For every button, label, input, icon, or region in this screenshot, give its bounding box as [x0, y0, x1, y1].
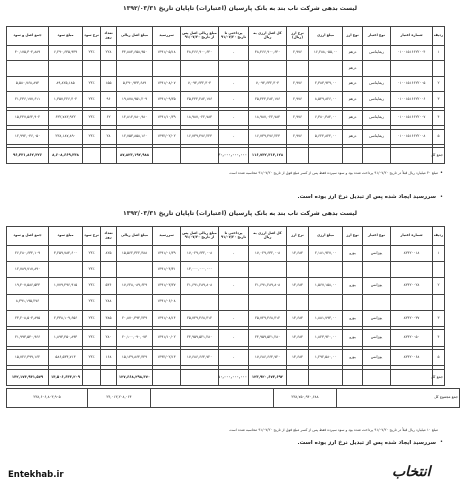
column-header: مبلغ ریالی اصل پس از تاریخ ۹۱/۰۷/۲۰: [181, 227, 219, 246]
table-row: [7, 262, 445, 278]
table-cell: -: [219, 129, 249, 144]
table-cell: ۸۳۴۲۰۰۱۸: [391, 246, 433, 262]
table-cell: [343, 262, 363, 278]
table-cell: ۱۶,۷۳۹,۴۷۶,۲۲۴: [181, 129, 219, 144]
grand-total-sum: ۲۳۸,۶۰۶,۸۰۳,۹۰۵: [7, 389, 88, 408]
table-cell: ۹۶: [101, 92, 117, 107]
column-header: شماره اعتبار: [391, 227, 433, 246]
column-header: نوع ارز: [343, 27, 363, 46]
column-header: پرداختی تا تاریخ ۹۱/۰۷/۲۰: [219, 27, 249, 46]
table-cell: ۲۳,۲۰۸,۵۰۳,۸۹۵: [7, 310, 49, 326]
column-header: نوع اعتبار: [363, 227, 391, 246]
total-cell: [363, 148, 391, 164]
table-cell: [391, 262, 433, 278]
table-cell: ۲۴٪: [83, 76, 101, 91]
grand-total-principal: ۲۳۸,۷۵۰,۹۴۰,۶۸۸: [274, 389, 337, 408]
table-cell: [287, 262, 309, 278]
table-cell: یوزانس: [363, 278, 391, 294]
table-cell: ۲۵,۴۴۴,۲۸۲,۱۷۶: [181, 92, 219, 107]
table-cell: ۴: [433, 330, 445, 346]
table-cell: -: [219, 76, 249, 91]
table-cell: ۰۱۰۰۱۵۱۶۶۲۲۰۰۷: [391, 111, 433, 126]
table-cell: ۲: [433, 278, 445, 294]
table-cell: ۲۴٪: [83, 262, 101, 278]
table-cell: [249, 294, 287, 310]
table-cell: [219, 262, 249, 278]
table-cell: [49, 294, 83, 310]
table-cell: درهم: [343, 129, 363, 144]
grand-total-table: [6, 388, 460, 408]
table-cell: ۱۳۹۲/۰۲/۰۲: [153, 129, 181, 144]
table-cell: ۱۷,۶۸۶,۶۶۴,۷۲۰: [181, 350, 219, 366]
grand-total-spacer: [151, 389, 274, 408]
table-cell: ۱۳,۶۸۴: [287, 330, 309, 346]
table-cell: -: [219, 350, 249, 366]
total-cell: ۸۷,۸۲۳,۱۹۲,۹۸۸: [117, 148, 153, 164]
table-cell: [287, 294, 309, 310]
table-cell: ۱,۸۸۱,۷۹۳,۰۰: [309, 310, 343, 326]
table-row: [7, 310, 445, 326]
table-cell: ۰۱۰۰۱۵۱۶۶۲۲۰۰۸: [391, 129, 433, 144]
table-cell: درهم: [343, 111, 363, 126]
table-cell: ۸,۵۴۹,۸۲۶,۰۰: [309, 92, 343, 107]
table2-note-a: مبلغ ۱۰ میلیارد ریال قبلاً در تاریخ ۹۱/۰۷/۲۰ پرداخت شده بود و سود سپرده فقط پس از کسر مبلغ فوق از تاریخ ۹۱/۰۷/۲۰ محاسبه شده است: [229, 428, 438, 432]
column-header: جمع اصل و سود: [7, 227, 49, 246]
table-cell: ۱,۲۹۲,۵۸۰,۰۰: [309, 350, 343, 366]
table-cell: ۱۳,۶۸۴: [287, 310, 309, 326]
table-cell: ۲۸: [101, 129, 117, 144]
table-row: [7, 92, 445, 107]
table-cell: ۱۲,۷۸۹,۷۱۷,۸۹۰: [7, 262, 49, 278]
column-header: مبلغ ارزی: [309, 227, 343, 246]
table-cell: -: [219, 92, 249, 107]
table-cell: ۸۹,۸۲۵,۱۸۵: [49, 76, 83, 91]
column-header: تعداد روز: [101, 27, 117, 46]
table-cell: ۶۲: [101, 111, 117, 126]
table-cell: [117, 294, 153, 310]
table-cell: ۲۴,۹۵۹,۵۲۱,۲۸۰: [181, 330, 219, 346]
column-header: سررسید: [153, 27, 181, 46]
table-cell: یورو: [343, 246, 363, 262]
table-cell: ۲۰,۸۷۰,۳۹۴,۲۳۹: [117, 310, 153, 326]
table-cell: ۱۸,۹۸۷,۰۲۲,۷۸۴: [249, 111, 287, 126]
table-cell: ۳۴,۸۸۴,۶۵۸,۹۵۰: [117, 46, 153, 61]
site-watermark: Entekhab.ir: [8, 470, 64, 480]
total-cell: ۱۴۲,۱۷۴,۹۴۱,۵۷۹: [7, 369, 49, 385]
note-bullet: •: [440, 170, 443, 176]
column-header: سررسید: [153, 227, 181, 246]
table-cell: ۲,۳۳۸,۱۰۹,۶۵۶: [49, 310, 83, 326]
table-cell: ۲۴٪: [83, 111, 101, 126]
table-cell: [219, 61, 249, 76]
table-cell: ۰۱۰۰۱۵۱۶۶۲۲۰۰۵: [391, 76, 433, 91]
total-cell: [287, 148, 309, 164]
table-cell: ۱۳۹۱/۰۶/۰۸: [153, 294, 181, 310]
table-cell: ریفاینانس: [363, 111, 391, 126]
table-cell: [181, 61, 219, 76]
total-cell: [343, 148, 363, 164]
table-cell: ۵۸۶,۵۳۴,۷۱۳: [49, 350, 83, 366]
table-cell: ۱۷,۰۲۹,۶۳۲,۰۰۸: [249, 246, 287, 262]
table-cell: ۱۳,۶۸۴: [287, 350, 309, 366]
table-cell: ۷,۰۹۴,۶۳۲,۳۰۴: [249, 76, 287, 91]
table-cell: ۱۳,۰۰۰,۰۰۰,۰۰۰: [181, 262, 219, 278]
table-cell: ۲۴٪: [83, 246, 101, 262]
debt-table-usance: [6, 226, 445, 386]
total-cell: [83, 148, 101, 164]
table-cell: [153, 61, 181, 76]
table-cell: [343, 294, 363, 310]
table-cell: ۵,۶۲۴,۸۲۴,۰۰: [309, 129, 343, 144]
table-cell: ۱,۸۹۳,۴۵۰,۸۹۳: [49, 330, 83, 346]
table-cell: ۲,۹۷۶: [287, 111, 309, 126]
table-cell: ۱۳۹۱/۰۴/۳۱: [153, 262, 181, 278]
table-cell: ۲۴٪: [83, 350, 101, 366]
table-cell: ۱۳۹۱/۰۸/۱۴: [153, 310, 181, 326]
table-cell: ۳۸۵: [101, 310, 117, 326]
table-cell: ۱,۸۲۳,۹۲۰,۰۰: [309, 330, 343, 346]
table-cell: ۲۵,۷۴۹,۴۶۸,۴۱۲: [181, 310, 219, 326]
table-cell: ۱۳۹۲/۰۲/۱۳: [153, 350, 181, 366]
total-cell: [309, 148, 343, 164]
table-cell: یورو: [343, 330, 363, 346]
table-cell: -: [219, 111, 249, 126]
table-cell: ۶,۲۹۰,۶۴۵,۹۳۹: [49, 46, 83, 61]
table-cell: یورو: [343, 278, 363, 294]
table-cell: یوزانس: [363, 246, 391, 262]
table-cell: ۳,۲۵۹,۷۸۴,۶۰۰: [49, 246, 83, 262]
table-cell: ۱۵,۱۳۹,۸۶۴,۴۴۹: [117, 350, 153, 366]
total-cell: ۸,۶۰۸,۶۶۹,۳۳۸: [49, 148, 83, 164]
table-cell: ۱۵,۷۲۶,۳۹۹,۱۶۲: [7, 350, 49, 366]
column-header: مبلغ ریالی اصل پس از تاریخ ۹۱/۰۷/۲۰: [181, 27, 219, 46]
table-cell: -: [219, 330, 249, 346]
table-cell: ۲۴٪: [83, 92, 101, 107]
column-header: مبلغ سود: [49, 27, 83, 46]
table-cell: [49, 262, 83, 278]
table-cell: ۱۸,۹۸۷,۰۲۲,۷۸۴: [181, 111, 219, 126]
column-header: مبلغ ارزی: [309, 27, 343, 46]
total-cell: [363, 369, 391, 385]
total-cell: ۳۰,۰۰۰,۰۰۰,۰۰۰: [219, 148, 249, 164]
table-cell: ۲۴٪: [83, 330, 101, 346]
table-cell: [363, 262, 391, 278]
column-header: نرخ ارز: [287, 227, 309, 246]
table-row: [7, 278, 445, 294]
table-cell: ۱۵,۴۴۷,۵۶۴,۹۰۲: [7, 111, 49, 126]
column-header: پرداختی تا تاریخ ۹۱/۰۷/۲۰: [219, 227, 249, 246]
table-header-row: [7, 27, 445, 46]
table-cell: ۲,۳۸۳,۹۴۹,۰۰: [309, 76, 343, 91]
table-cell: ریفاینانس: [363, 76, 391, 91]
table-cell: ۲۱,۶۹۱,۲۸۹,۸۰۸: [181, 278, 219, 294]
total-cell: ۱۲۷,۶۶۸,۲۹۸,۳۷۰: [117, 369, 153, 385]
table-cell: ۴۸,۴۶۶,۹۰۰,۶۴۰: [181, 46, 219, 61]
table-cell: [181, 294, 219, 310]
table-cell: ۲۴٪: [83, 310, 101, 326]
total-cell: [343, 369, 363, 385]
table-row: [7, 246, 445, 262]
total-cell: [181, 369, 219, 385]
table-cell: [363, 61, 391, 76]
total-cell: [391, 148, 433, 164]
table-cell: [7, 61, 49, 76]
table2-note-b: سررسید ایجاد شده پس از تبدیل نرخ ارز بوده است.: [297, 440, 436, 446]
table-header-row: [7, 227, 445, 246]
total-cell: [153, 369, 181, 385]
column-header: مبلغ اصل ریالی: [117, 27, 153, 46]
table2-title: لیست بدهی شرکت ناب بند به بانک پارسیان (اعتبارات) تاپایان تاریخ ۱۳۹۲/۰۳/۳۱: [123, 210, 357, 217]
table-cell: ۴۸,۴۶۶,۹۰۰,۶۴۰: [249, 46, 287, 61]
table-cell: ۱۳۹۱/۰۵/۱۸: [153, 46, 181, 61]
total-cell: ۱۰,۰۰۰,۰۰۰,۰۰۰: [219, 369, 249, 385]
table-cell: ۵,۴۹۰,۹۴۳,۶۸۹: [117, 76, 153, 91]
total-label: جمع کل: [433, 369, 445, 385]
table-cell: ۲: [433, 76, 445, 91]
table-cell: ریفاینانس: [363, 92, 391, 107]
table-cell: [101, 262, 117, 278]
table-cell: ۱۶,۲۸۸,۰۵۵,۰۰: [309, 46, 343, 61]
table-cell: ۱۷,۶۸۶,۶۶۴,۷۲۰: [249, 350, 287, 366]
total-cell: ۹۶,۴۳۱,۸۶۲,۳۲۶: [7, 148, 49, 164]
table-cell: درهم: [343, 46, 363, 61]
table1-note-a: مبلغ ۳۰ میلیارد ریال قبلاً در تاریخ ۹۱/۰۷/۲۰ پرداخت شده بود و سود سپرده فقط پس از کسر مبلغ فوق از تاریخ ۹۱/۰۷/۲۰ محاسبه شده است: [229, 171, 438, 175]
table-cell: ۱۳,۶۸۴: [287, 278, 309, 294]
table-cell: ریفاینانس: [363, 46, 391, 61]
column-header: نوع ارز: [343, 227, 363, 246]
table-cell: ۵۳۶: [101, 278, 117, 294]
table-cell: ۵,۵۸۰,۷۶۸,۸۷۴: [7, 76, 49, 91]
total-cell: [391, 369, 433, 385]
table-cell: [309, 294, 343, 310]
table-row: [7, 76, 445, 91]
column-header: جمع اصل و سود: [7, 27, 49, 46]
column-header: شماره اعتبار: [391, 27, 433, 46]
table-cell: ۳: [433, 92, 445, 107]
table-row: [7, 61, 445, 76]
table-row: [7, 46, 445, 61]
total-cell: [181, 148, 219, 164]
table-cell: ۱۳۹۱/۱۰/۲۹: [153, 111, 181, 126]
table-cell: ۰۱۰۰۱۵۱۶۶۲۲۰۰۶: [391, 92, 433, 107]
column-header: ردیف: [433, 27, 445, 46]
table-cell: [391, 294, 433, 310]
table-cell: ۱۶,۷۳۹,۴۷۶,۲۲۴: [249, 129, 287, 144]
table-cell: ۲۱,۲۳۶,۱۷۷,۶۱۱: [7, 92, 49, 107]
table-cell: ریفاینانس: [363, 129, 391, 144]
column-header: تعداد روز: [101, 227, 117, 246]
table-cell: ۱۳۹۱/۰۱/۲۹: [153, 246, 181, 262]
table1-note-b: سررسید ایجاد شده پس از تبدیل نرخ ارز بوده است.: [297, 194, 436, 200]
table-cell: ۱۶۸: [101, 350, 117, 366]
table-cell: ۱,۳۵۷,۲۲۶,۴۰۲: [49, 92, 83, 107]
table-cell: ۱۳۹۱/۰۹/۲۵: [153, 92, 181, 107]
table-cell: درهم: [343, 92, 363, 107]
table-cell: ۷,۰۹۴,۶۳۲,۳۰۴: [181, 76, 219, 91]
table-cell: [309, 61, 343, 76]
column-header: نرخ سود: [83, 27, 101, 46]
table-cell: [101, 61, 117, 76]
table-cell: ۲,۹۷۶: [287, 129, 309, 144]
grand-total-interest: ۲۴,۰۱۳,۲۰۸,۰۶۴: [88, 389, 151, 408]
table-cell: یوزانس: [363, 350, 391, 366]
table-row: [7, 294, 445, 310]
table-cell: ۱: [433, 246, 445, 262]
table-cell: ۱۷,۰۲۹,۶۳۲,۰۰۸: [181, 246, 219, 262]
column-header: کل اصل ارزی به ریال: [249, 227, 287, 246]
table-cell: [433, 262, 445, 278]
column-header: کل اصل ارزی به ریال: [249, 27, 287, 46]
total-cell: [287, 369, 309, 385]
total-label: جمع کل: [433, 148, 445, 164]
table-cell: -: [219, 246, 249, 262]
total-row: [7, 148, 445, 164]
total-cell: [101, 148, 117, 164]
table-cell: ۲۱,۹۹۳,۵۴۰,۹۶۶: [7, 330, 49, 346]
table-cell: ۲۴٪: [83, 294, 101, 310]
table-cell: ۵: [433, 350, 445, 366]
table-cell: ۱۳۹۱/۱۰/۰۲: [153, 330, 181, 346]
total-cell: [83, 369, 101, 385]
table-cell: ۱۷,۶۲۸,۰۸۹,۶۲۹: [117, 278, 153, 294]
table-cell: [309, 262, 343, 278]
table-cell: ۸۳۴۲۰۰۳۷: [391, 310, 433, 326]
table-row: [7, 111, 445, 126]
column-header: نرخ ارز (ریال): [287, 27, 309, 46]
column-header: مبلغ اصل ریالی: [117, 227, 153, 246]
table-cell: ۱۹,۴۰۷,۵۸۶,۵۴۴: [7, 278, 49, 294]
table-cell: [249, 262, 287, 278]
table-cell: ۸۲۵: [101, 246, 117, 262]
table-cell: ۲۵,۷۴۹,۴۶۸,۴۱۲: [249, 310, 287, 326]
table-cell: ۲۰,۱۰۰,۰۹۰,۰۷۳: [117, 330, 153, 346]
table-cell: یورو: [343, 350, 363, 366]
table-row: [7, 330, 445, 346]
table-cell: ۸۳۴۲۰۰۶۸: [391, 350, 433, 366]
table-cell: [287, 61, 309, 76]
note-bullet: •: [440, 439, 443, 445]
total-cell: ۱۲۳,۹۲۰,۶۷۳,۶۹۲: [249, 369, 287, 385]
table-cell: ۲,۱۸۱,۹۲۷,۰۰: [309, 246, 343, 262]
total-row: [7, 369, 445, 385]
table-cell: ۲۸۸: [101, 294, 117, 310]
table-cell: [219, 294, 249, 310]
table-cell: یورو: [343, 310, 363, 326]
table-cell: ۲۵,۴۴۴,۲۸۲,۱۷۶: [249, 92, 287, 107]
table-cell: [433, 61, 445, 76]
table-cell: درهم: [343, 76, 363, 91]
table-cell: یوزانس: [363, 330, 391, 346]
table-cell: یوزانس: [363, 310, 391, 326]
table-cell: ۲۴٪: [83, 278, 101, 294]
note-bullet: •: [440, 194, 443, 200]
table-cell: ۸۳۴۲۰۰۵۰: [391, 330, 433, 346]
table-cell: ۲,۹۷۶: [287, 46, 309, 61]
table-cell: [49, 61, 83, 76]
table-cell: ۱۴,۸۱۴,۷۸۰,۹۸۰: [117, 111, 153, 126]
table-cell: ۱۹,۸۷۸,۹۵۱,۲۰۹: [117, 92, 153, 107]
column-header: ردیف: [433, 227, 445, 246]
table-cell: ۸,۳۹۱,۱۹۵,۲۷۶: [7, 294, 49, 310]
debt-table-refinance: [6, 26, 445, 164]
table-cell: ۲,۹۷۶: [287, 92, 309, 107]
grand-total-label: جمع مجموع کل: [337, 389, 460, 408]
total-cell: ۱۱۶,۷۳۲,۳۱۴,۱۲۸: [249, 148, 287, 164]
total-cell: [101, 369, 117, 385]
column-header: مبلغ سود: [49, 227, 83, 246]
total-cell: [309, 369, 343, 385]
entekhab-logo: انتخاب: [392, 464, 431, 480]
table-cell: ۱۵,۵۶۲,۳۲۲,۳۸۸: [117, 246, 153, 262]
table-cell: ۲۳۸,۱۸۷,۸۹۰: [49, 129, 83, 144]
table-cell: [83, 61, 101, 76]
table-cell: [117, 61, 153, 76]
table-cell: ۱: [433, 46, 445, 61]
column-header: نرخ سود: [83, 227, 101, 246]
column-header: نوع اعتبار: [363, 27, 391, 46]
table-row: [7, 350, 445, 366]
table-cell: ۳: [433, 310, 445, 326]
table-cell: ۱۲,۹۹۲,۰۴۶,۰۵۰: [7, 129, 49, 144]
table-cell: ۱,۵۶۷,۱۵۸,۰۰: [309, 278, 343, 294]
table-cell: ۶۳۲,۷۸۳,۹۲۲: [49, 111, 83, 126]
table-cell: ۲۴,۹۵۹,۵۲۱,۲۸۰: [249, 330, 287, 346]
table-cell: ۲,۹۷۶: [287, 76, 309, 91]
table-cell: [249, 61, 287, 76]
table-cell: [391, 61, 433, 76]
table-cell: ۴۰,۱۷۵,۳۰۴,۸۸۹: [7, 46, 49, 61]
table-cell: ۱۳۹۱/۰۸/۰۷: [153, 76, 181, 91]
table-cell: ۶,۳۸۰,۳۸۴,۰۰: [309, 111, 343, 126]
table-cell: ۲۶,۲۸۰,۶۳۴,۱۰۹: [7, 246, 49, 262]
table-row: [7, 129, 445, 144]
table-cell: ۱۳۹۱/۰۳/۲۷: [153, 278, 181, 294]
table-cell: ۱۲,۷۵۳,۸۵۸,۱۶۰: [117, 129, 153, 144]
table-cell: ۴: [433, 111, 445, 126]
table-cell: ۱۵۵: [101, 76, 117, 91]
total-cell: [153, 148, 181, 164]
table-cell: درهم: [343, 61, 363, 76]
table1-title: لیست بدهی شرکت ناب بند به بانک پارسیان (اعتبارات) تاپایان تاریخ ۱۳۹۲/۰۳/۳۱: [123, 5, 357, 12]
table-cell: ۲۲۸: [101, 46, 117, 61]
total-cell: ۱۴,۵۰۶,۶۴۳,۲۰۹: [49, 369, 83, 385]
table-cell: ۲۴٪: [83, 129, 101, 144]
table-cell: -: [219, 46, 249, 61]
table-cell: ۸۳۴۲۰۰۲۸: [391, 278, 433, 294]
table-cell: -: [219, 310, 249, 326]
table-cell: [433, 294, 445, 310]
table-cell: ۱۳,۶۸۴: [287, 246, 309, 262]
table-cell: -: [219, 278, 249, 294]
table-cell: [117, 262, 153, 278]
table-cell: ۲۸۰: [101, 330, 117, 346]
table-cell: ۰۱۰۰۱۵۱۶۶۲۲۰۰۴: [391, 46, 433, 61]
table-cell: ۲۴٪: [83, 46, 101, 61]
table-cell: [363, 294, 391, 310]
table-cell: ۲۱,۶۹۱,۲۸۹,۸۰۸: [249, 278, 287, 294]
table-cell: ۵: [433, 129, 445, 144]
table-cell: ۱,۷۷۹,۴۹۶,۹۱۵: [49, 278, 83, 294]
